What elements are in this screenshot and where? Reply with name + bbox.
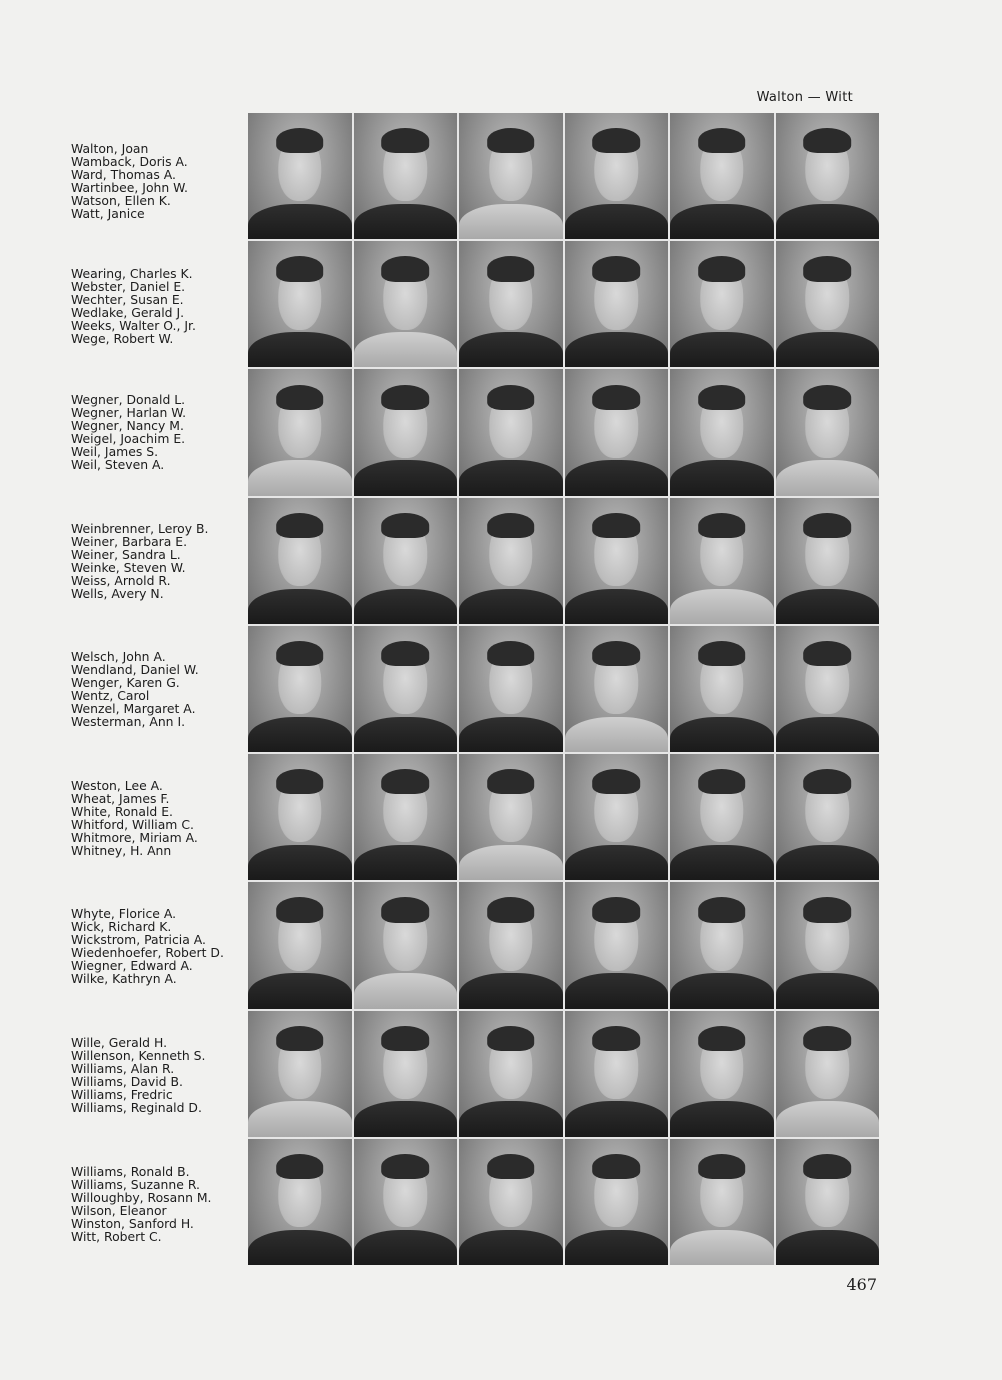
portrait-shoulders: [459, 717, 563, 752]
portrait-shoulders: [248, 460, 352, 495]
portrait-hair: [592, 897, 640, 922]
portrait-photo: [248, 882, 352, 1008]
student-name: Weinbrenner, Leroy B.: [71, 521, 209, 536]
student-name: Willoughby, Rosann M.: [71, 1190, 212, 1205]
portrait-photo: [248, 754, 352, 880]
portrait-shoulders: [670, 332, 774, 367]
portrait-hair: [803, 1154, 851, 1179]
portrait-shoulders: [670, 845, 774, 880]
portrait-photo: [354, 1139, 458, 1265]
student-name: Weiner, Sandra L.: [71, 547, 181, 562]
student-name: Wegner, Donald L.: [71, 392, 186, 407]
portrait-shoulders: [565, 589, 669, 624]
portrait-shoulders: [776, 460, 880, 495]
portrait-hair: [487, 897, 535, 922]
portrait-photo: [459, 498, 563, 624]
portrait-photo: [459, 113, 563, 239]
portrait-hair: [487, 256, 535, 281]
student-name: Wegner, Nancy M.: [71, 418, 184, 433]
portrait-photo: [248, 113, 352, 239]
portrait-hair: [276, 513, 324, 538]
portrait-photo: [776, 754, 880, 880]
student-name: Willenson, Kenneth S.: [71, 1048, 206, 1063]
portrait-hair: [487, 513, 535, 538]
portrait-shoulders: [248, 1230, 352, 1265]
portrait-shoulders: [248, 973, 352, 1008]
portrait-hair: [381, 769, 429, 794]
portrait-shoulders: [248, 589, 352, 624]
student-name: Wells, Avery N.: [71, 586, 164, 601]
student-name: Wedlake, Gerald J.: [71, 305, 185, 320]
portrait-shoulders: [565, 717, 669, 752]
portrait-photo: [565, 754, 669, 880]
portrait-photo: [670, 626, 774, 752]
portrait-photo: [565, 882, 669, 1008]
portrait-shoulders: [670, 717, 774, 752]
portrait-shoulders: [565, 1101, 669, 1136]
portrait-shoulders: [776, 204, 880, 239]
portrait-shoulders: [776, 717, 880, 752]
name-list-row-1: [71, 142, 188, 220]
portrait-hair: [276, 897, 324, 922]
portrait-photo: [248, 1139, 352, 1265]
name-list-row-4: [71, 522, 208, 600]
portrait-shoulders: [248, 332, 352, 367]
portrait-photo: [670, 1139, 774, 1265]
student-name: Wheat, James F.: [71, 791, 170, 806]
student-name: Whitney, H. Ann: [71, 843, 172, 858]
student-name: Wartinbee, John W.: [71, 180, 188, 195]
portrait-photo: [670, 498, 774, 624]
portrait-hair: [803, 128, 851, 153]
portrait-photo: [565, 498, 669, 624]
portrait-shoulders: [565, 204, 669, 239]
student-name: Wendland, Daniel W.: [71, 662, 199, 677]
student-name: Wick, Richard K.: [71, 919, 172, 934]
student-name: Wege, Robert W.: [71, 331, 174, 346]
page-header: Walton — Witt: [756, 90, 853, 105]
portrait-shoulders: [459, 460, 563, 495]
portrait-hair: [487, 769, 535, 794]
portrait-shoulders: [565, 845, 669, 880]
portrait-photo: [565, 626, 669, 752]
portrait-hair: [698, 1154, 746, 1179]
student-name: Weinke, Steven W.: [71, 560, 186, 575]
portrait-photo: [459, 1011, 563, 1137]
portrait-shoulders: [354, 1101, 458, 1136]
portrait-photo: [670, 241, 774, 367]
portrait-shoulders: [776, 332, 880, 367]
student-name: Watson, Ellen K.: [71, 193, 171, 208]
name-list-row-9: [71, 1165, 212, 1243]
portrait-photo: [776, 1139, 880, 1265]
portrait-shoulders: [776, 1230, 880, 1265]
portrait-hair: [276, 641, 324, 666]
portrait-shoulders: [776, 973, 880, 1008]
student-name: Wenzel, Margaret A.: [71, 701, 196, 716]
portrait-photo: [354, 882, 458, 1008]
portrait-shoulders: [670, 1230, 774, 1265]
student-name: Weiss, Arnold R.: [71, 573, 171, 588]
portrait-hair: [276, 256, 324, 281]
student-name: Wentz, Carol: [71, 688, 150, 703]
portrait-shoulders: [776, 845, 880, 880]
name-list-row-8: [71, 1036, 205, 1114]
student-name: Williams, Ronald B.: [71, 1164, 190, 1179]
name-list-row-3: [71, 393, 186, 471]
portrait-hair: [487, 385, 535, 410]
portrait-hair: [276, 769, 324, 794]
portrait-shoulders: [354, 1230, 458, 1265]
portrait-photo: [776, 882, 880, 1008]
student-name: Williams, Reginald D.: [71, 1100, 202, 1115]
portrait-hair: [803, 769, 851, 794]
portrait-shoulders: [459, 332, 563, 367]
portrait-hair: [803, 385, 851, 410]
portrait-shoulders: [354, 589, 458, 624]
portrait-photo: [776, 626, 880, 752]
portrait-hair: [276, 1026, 324, 1051]
portrait-photo: [354, 113, 458, 239]
portrait-shoulders: [565, 1230, 669, 1265]
portrait-photo: [354, 1011, 458, 1137]
portrait-shoulders: [670, 1101, 774, 1136]
student-name: Wiegner, Edward A.: [71, 958, 193, 973]
portrait-photo: [248, 241, 352, 367]
portrait-photo: [776, 498, 880, 624]
portrait-photo: [354, 369, 458, 495]
portrait-shoulders: [354, 460, 458, 495]
portrait-photo: [459, 882, 563, 1008]
student-name: Westerman, Ann I.: [71, 714, 186, 729]
student-name: Weil, Steven A.: [71, 457, 165, 472]
portrait-hair: [592, 385, 640, 410]
portrait-shoulders: [459, 973, 563, 1008]
student-name: Weigel, Joachim E.: [71, 431, 186, 446]
portrait-hair: [381, 897, 429, 922]
portrait-shoulders: [354, 973, 458, 1008]
portrait-hair: [381, 1026, 429, 1051]
portrait-shoulders: [248, 845, 352, 880]
portrait-hair: [803, 1026, 851, 1051]
portrait-hair: [698, 1026, 746, 1051]
portrait-photo: [459, 754, 563, 880]
student-name: Wegner, Harlan W.: [71, 405, 187, 420]
portrait-photo: [670, 113, 774, 239]
portrait-grid: [248, 113, 879, 1265]
portrait-photo: [248, 498, 352, 624]
portrait-photo: [565, 1139, 669, 1265]
student-name: Wiedenhoefer, Robert D.: [71, 945, 224, 960]
name-list-row-7: [71, 907, 224, 985]
student-name: Ward, Thomas A.: [71, 167, 176, 182]
portrait-shoulders: [670, 460, 774, 495]
portrait-hair: [381, 1154, 429, 1179]
portrait-shoulders: [354, 204, 458, 239]
portrait-shoulders: [248, 204, 352, 239]
student-name: Whyte, Florice A.: [71, 906, 177, 921]
student-name: Wamback, Doris A.: [71, 154, 188, 169]
portrait-photo: [776, 369, 880, 495]
portrait-hair: [487, 641, 535, 666]
portrait-hair: [803, 513, 851, 538]
portrait-shoulders: [354, 717, 458, 752]
portrait-hair: [381, 128, 429, 153]
portrait-shoulders: [670, 589, 774, 624]
portrait-hair: [276, 128, 324, 153]
portrait-photo: [459, 626, 563, 752]
portrait-photo: [459, 369, 563, 495]
student-name: Watt, Janice: [71, 206, 145, 221]
portrait-photo: [565, 241, 669, 367]
student-name: Weeks, Walter O., Jr.: [71, 318, 196, 333]
student-name: Welsch, John A.: [71, 649, 166, 664]
portrait-shoulders: [565, 973, 669, 1008]
portrait-photo: [248, 369, 352, 495]
portrait-hair: [381, 256, 429, 281]
student-name: Williams, Alan R.: [71, 1061, 175, 1076]
portrait-hair: [381, 641, 429, 666]
portrait-photo: [354, 626, 458, 752]
portrait-photo: [354, 754, 458, 880]
portrait-hair: [698, 385, 746, 410]
portrait-photo: [459, 241, 563, 367]
portrait-shoulders: [565, 332, 669, 367]
portrait-shoulders: [459, 1230, 563, 1265]
portrait-photo: [248, 1011, 352, 1137]
portrait-shoulders: [248, 1101, 352, 1136]
portrait-hair: [592, 769, 640, 794]
portrait-hair: [698, 897, 746, 922]
student-name: Williams, Fredric: [71, 1087, 173, 1102]
portrait-hair: [381, 513, 429, 538]
student-name: Williams, David B.: [71, 1074, 183, 1089]
student-name: Witt, Robert C.: [71, 1229, 162, 1244]
portrait-shoulders: [459, 845, 563, 880]
portrait-photo: [776, 1011, 880, 1137]
portrait-shoulders: [670, 973, 774, 1008]
portrait-shoulders: [354, 845, 458, 880]
portrait-hair: [381, 385, 429, 410]
student-name: White, Ronald E.: [71, 804, 173, 819]
portrait-hair: [592, 1154, 640, 1179]
portrait-hair: [803, 641, 851, 666]
portrait-shoulders: [459, 589, 563, 624]
student-name: Wechter, Susan E.: [71, 292, 184, 307]
portrait-hair: [592, 641, 640, 666]
student-name: Whitford, William C.: [71, 817, 194, 832]
portrait-hair: [276, 385, 324, 410]
portrait-shoulders: [354, 332, 458, 367]
portrait-shoulders: [776, 1101, 880, 1136]
student-name: Walton, Joan: [71, 141, 149, 156]
student-name: Weil, James S.: [71, 444, 159, 459]
portrait-photo: [565, 1011, 669, 1137]
name-list-row-5: [71, 650, 199, 728]
portrait-shoulders: [459, 1101, 563, 1136]
portrait-hair: [592, 256, 640, 281]
portrait-hair: [487, 128, 535, 153]
page-number: 467: [846, 1275, 877, 1294]
portrait-shoulders: [565, 460, 669, 495]
student-name: Weiner, Barbara E.: [71, 534, 188, 549]
portrait-hair: [803, 897, 851, 922]
portrait-photo: [248, 626, 352, 752]
portrait-hair: [698, 641, 746, 666]
student-name: Williams, Suzanne R.: [71, 1177, 200, 1192]
portrait-photo: [670, 369, 774, 495]
portrait-hair: [592, 1026, 640, 1051]
portrait-hair: [698, 256, 746, 281]
student-name: Wille, Gerald H.: [71, 1035, 168, 1050]
portrait-shoulders: [776, 589, 880, 624]
portrait-photo: [565, 369, 669, 495]
portrait-hair: [803, 256, 851, 281]
student-name: Wearing, Charles K.: [71, 266, 193, 281]
portrait-hair: [487, 1026, 535, 1051]
student-name: Webster, Daniel E.: [71, 279, 186, 294]
portrait-photo: [670, 754, 774, 880]
student-name: Weston, Lee A.: [71, 778, 163, 793]
portrait-photo: [776, 241, 880, 367]
student-name: Wenger, Karen G.: [71, 675, 180, 690]
student-name: Wilson, Eleanor: [71, 1203, 167, 1218]
student-name: Winston, Sanford H.: [71, 1216, 194, 1231]
student-name: Wilke, Kathryn A.: [71, 971, 177, 986]
portrait-hair: [592, 513, 640, 538]
portrait-shoulders: [248, 717, 352, 752]
student-name: Whitmore, Miriam A.: [71, 830, 198, 845]
name-list-row-6: [71, 779, 198, 857]
portrait-hair: [698, 769, 746, 794]
portrait-photo: [670, 1011, 774, 1137]
portrait-photo: [354, 241, 458, 367]
student-name: Wickstrom, Patricia A.: [71, 932, 206, 947]
portrait-hair: [487, 1154, 535, 1179]
portrait-hair: [276, 1154, 324, 1179]
name-list-row-2: [71, 267, 196, 345]
portrait-photo: [670, 882, 774, 1008]
portrait-photo: [459, 1139, 563, 1265]
portrait-photo: [354, 498, 458, 624]
portrait-photo: [565, 113, 669, 239]
portrait-hair: [698, 513, 746, 538]
portrait-hair: [698, 128, 746, 153]
portrait-hair: [592, 128, 640, 153]
portrait-shoulders: [459, 204, 563, 239]
portrait-photo: [776, 113, 880, 239]
portrait-shoulders: [670, 204, 774, 239]
